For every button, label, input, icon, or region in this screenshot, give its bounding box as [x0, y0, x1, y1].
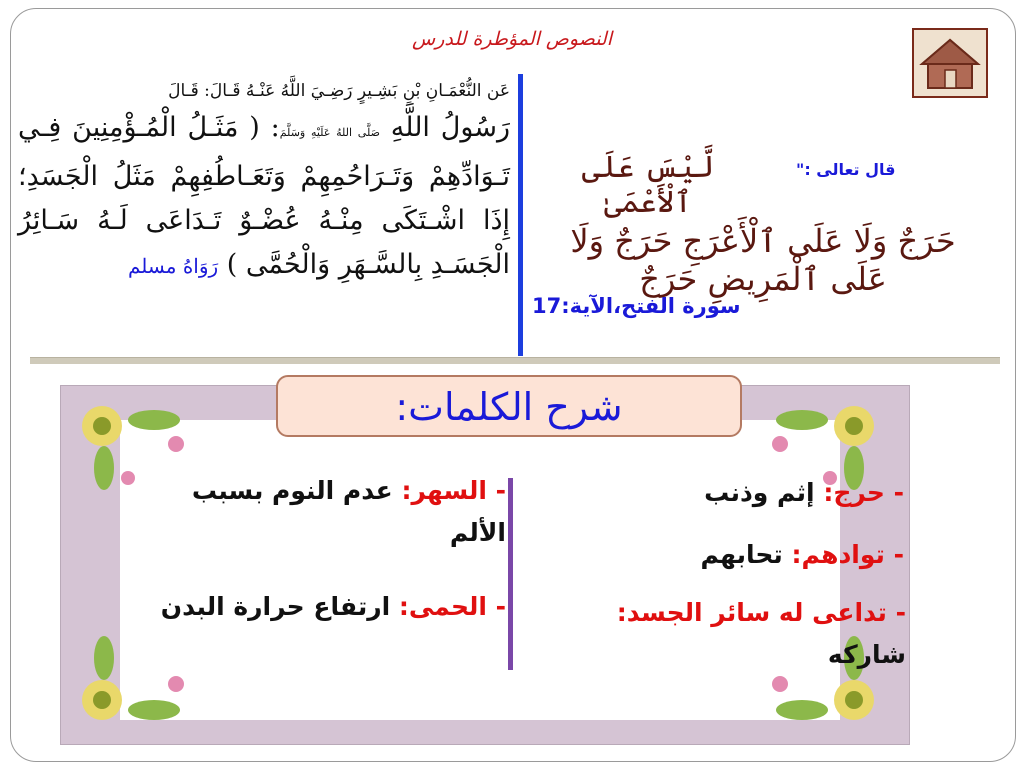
salawat: صَلَّى اللهُ عَلَيْهِ وَسَلَّمَ	[279, 126, 380, 139]
hadith-main: فِـي تَـوَادِّهِمْ وَتَـرَاحُمِهِمْ وَتَعَـاطُفِهِمْ مَثَلُ الْجَسَدِ؛ إِذَا اشْـتَكَى مِنْـهُ عُضْـوٌ تَـدَاعَى لَـهُ سَـائِرُ الْجَسَـدِ بِالسَّـهَرِ وَالْحُمَّى )	[18, 112, 510, 280]
definition-humma	[150, 586, 506, 628]
definition-sahar	[140, 470, 506, 554]
home-button[interactable]	[912, 28, 988, 98]
page-title: النصوص المؤطرة للدرس	[412, 28, 612, 50]
horizontal-divider	[30, 357, 1000, 364]
definition-term: - السهر:	[401, 476, 506, 505]
definition-meaning: تحابهم	[700, 540, 792, 569]
hadith-narrator: رَوَاهُ مسلم	[127, 254, 219, 278]
vocab-title: شرح الكلمات:	[276, 375, 742, 437]
vertical-divider	[518, 74, 523, 356]
definition-term: - تداعى له سائر الجسد:	[616, 598, 906, 627]
definition-meaning: شاركه	[827, 640, 906, 669]
definition-meaning: ارتفاع حرارة البدن	[160, 592, 399, 621]
hadith-body	[18, 106, 510, 288]
definition-haraj	[600, 472, 904, 514]
hadith-text	[18, 76, 510, 288]
hadith-line-2a: رَسُولُ اللَّهِ	[379, 112, 510, 143]
definition-tadaa	[540, 592, 906, 676]
definition-meaning: إثم وذنب	[704, 478, 824, 507]
surah-reference: سورة الفتح،الآية:17	[532, 294, 741, 318]
definition-tawaddihim	[600, 534, 904, 576]
definition-term: - الحمى:	[398, 592, 506, 621]
vocab-divider	[508, 478, 513, 670]
definition-term: - توادهم:	[791, 540, 904, 569]
ayah-label: قال تعالى :"	[796, 160, 896, 179]
ayah-part-1: لَّيْسَ عَلَى ٱلْأَعْمَىٰ	[581, 150, 715, 220]
ayah-part-2: حَرَجٌ وَلَا عَلَى ٱلْأَعْرَجِ حَرَجٌ وَلَا عَلَى ٱلْمَرِيضِ حَرَجٌ	[570, 222, 956, 298]
hadith-line-2b: : ( مَثَـلُ الْمُـؤْمِنِينَ	[72, 112, 280, 143]
home-icon	[918, 34, 982, 92]
hadith-line-1: عَن النُّعْمَـانِ بْنِ بَشِـيرٍ رَضِـيَ اللَّهُ عَنْـهُ قَـالَ: قَـالَ	[168, 81, 510, 101]
definition-meaning: عدم النوم بسبب الألم	[191, 476, 506, 547]
floral-ornament-bottom-left	[64, 634, 214, 740]
definition-term: - حرج:	[823, 478, 904, 507]
